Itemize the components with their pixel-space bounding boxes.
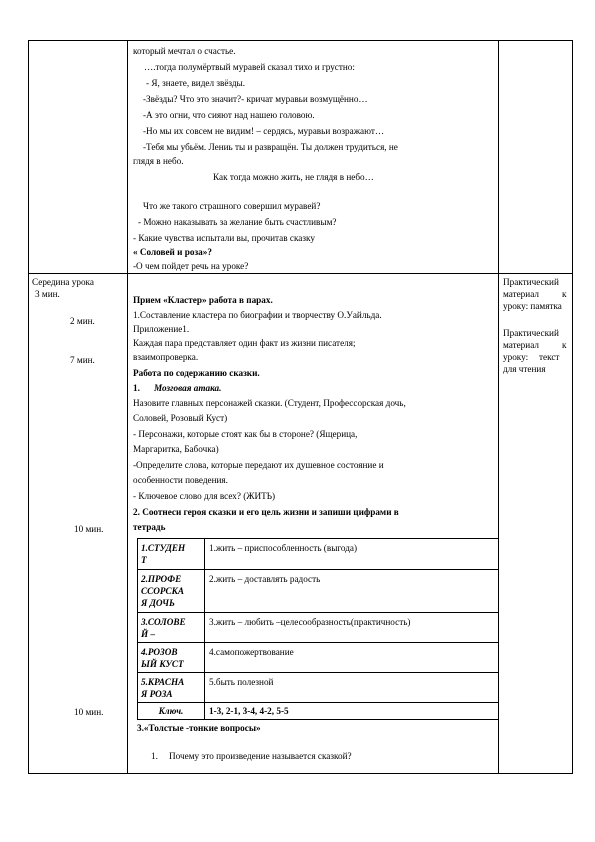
stage-minutes: 3 мин. (35, 289, 60, 299)
question-4: « Соловей и роза»? (133, 247, 212, 257)
intro-line-3: - Я, знаете, видел звёзды. (146, 78, 246, 88)
work-title: Работа по содержанию сказки. (133, 368, 260, 378)
task3-title: 3.«Толстые -тонкие вопросы» (137, 723, 261, 733)
match-goal-4: 4.самопожертвование (209, 647, 294, 657)
question-1: Что же такого страшного совершил муравей? (143, 201, 321, 211)
task2-line-1: 2. Соотнеси героя сказки и его цель жизни и запиши цифрами в (133, 507, 399, 517)
match-hero-1: 1.СТУДЕН Т (141, 543, 186, 565)
resource-2-line-3b: текст (539, 352, 560, 362)
column-divider-1 (127, 40, 128, 774)
match-key-label: Ключ. (158, 706, 184, 716)
brainstorm-q-4: Маргаритка, Бабочка) (133, 444, 219, 454)
match-table-bottom (137, 719, 498, 720)
question-3: - Какие чувства испытали вы, прочитав сказку (133, 233, 315, 243)
intro-line-9: Как тогда можно жить, не глядя в небо… (213, 172, 374, 182)
task1-line-2: Приложение1. (133, 324, 190, 334)
brainstorm-q-5: -Определите слова, которые передают их душевное состояние и (133, 460, 384, 470)
match-row-line-1 (137, 569, 498, 570)
time-10min-a: 10 мин. (74, 524, 104, 534)
match-table-top (137, 538, 498, 539)
match-row-line-4 (137, 672, 498, 673)
brainstorm-q-3: - Персонажи, которые стоят как бы в стороне? (Ящерица, (133, 429, 358, 439)
table-right-border (572, 40, 573, 774)
intro-line-6: -Но мы их совсем не видим! – сердясь, муравьи возражают… (143, 126, 385, 136)
brainstorm-title: Мозговая атака. (154, 383, 222, 393)
column-divider-2 (498, 40, 499, 774)
brainstorm-q-6: особенности поведения. (133, 475, 228, 485)
match-key-value: 1-3, 2-1, 3-4, 4-2, 5-5 (209, 706, 289, 716)
task3-question: Почему это произведение называется сказкой? (169, 751, 352, 761)
match-goal-2: 2.жить – доставлять радость (209, 574, 321, 584)
intro-line-5: -А это огни, что сияют над нашею головою. (143, 110, 315, 120)
match-hero-2: 2.ПРОФЕ ССОРСКА Я ДОЧЬ (141, 574, 184, 608)
task3-question-number: 1. (151, 751, 158, 761)
resource-1-line-3: уроку: памятка (503, 301, 562, 311)
intro-line-2: ….тогда полумёртвый муравей сказал тихо и грустно: (144, 62, 355, 72)
resource-1-line-1: Практический (503, 277, 559, 287)
intro-line-7: -Тебя мы убьём. Лениь ты и развращён. Ты должен трудиться, не (143, 142, 398, 152)
time-7min: 7 мин. (70, 355, 95, 365)
table-top-border (28, 40, 573, 41)
resource-2-line-3a: уроку: (503, 352, 529, 362)
task2-line-2: тетрадь (133, 522, 166, 532)
match-hero-5: 5.КРАСНА Я РОЗА (141, 677, 185, 699)
stage-label: Середина урока (32, 277, 94, 287)
question-2: - Можно наказывать за желание быть счастливым? (138, 217, 337, 227)
intro-line-4: -Звёзды? Что это значит?- кричат муравьи возмущённо… (143, 94, 368, 104)
brainstorm-number: 1. (133, 383, 140, 393)
resource-2-line-1: Практический (503, 328, 559, 338)
resource-1-line-2b: к (562, 289, 567, 299)
match-goal-3: 3.жить – любить –целесообразность(практичность) (209, 617, 411, 627)
match-row-line-3 (137, 642, 498, 643)
question-5: -О чем пойдет речь на уроке? (133, 261, 249, 271)
time-10min-b: 10 мин. (74, 707, 104, 717)
task1-line-1: 1.Составление кластера по биографии и творчеству О.Уайльда. (133, 310, 382, 320)
intro-line-1: который мечтал о счастье. (133, 46, 236, 56)
match-goal-1: 1.жить – приспособленность (выгода) (209, 543, 358, 553)
table-left-border (28, 40, 29, 774)
brainstorm-q-2: Соловей, Розовый Куст) (133, 413, 228, 423)
intro-line-8: глядя в небо. (133, 156, 184, 166)
match-table-left (137, 538, 138, 720)
resource-2-line-4: для чтения (503, 364, 546, 374)
resource-1-line-2: материал (503, 289, 539, 299)
time-2min: 2 мин. (70, 316, 95, 326)
match-table-mid (204, 538, 205, 720)
resource-2-line-2: материал (503, 340, 539, 350)
match-hero-3: 3.СОЛОВЕ Й – (141, 617, 186, 639)
match-row-line-5 (137, 702, 498, 703)
task1-line-4: взаимопроверка. (133, 352, 199, 362)
row-divider (28, 273, 573, 274)
match-hero-4: 4.РОЗОВ ЫЙ КУСТ (141, 647, 184, 669)
match-row-line-2 (137, 612, 498, 613)
brainstorm-q-1: Назовите главных персонажей сказки. (Студент, Профессорская дочь, (133, 398, 406, 408)
table-bottom-border (28, 773, 573, 774)
task1-line-3: Каждая пара представляет один факт из жизни писателя; (133, 338, 356, 348)
method-title: Прием «Кластер» работа в парах. (133, 295, 273, 305)
resource-2-line-2b: к (562, 340, 567, 350)
brainstorm-q-7: - Ключевое слово для всех? (ЖИТЬ) (133, 491, 276, 501)
match-goal-5: 5.быть полезной (209, 677, 274, 687)
